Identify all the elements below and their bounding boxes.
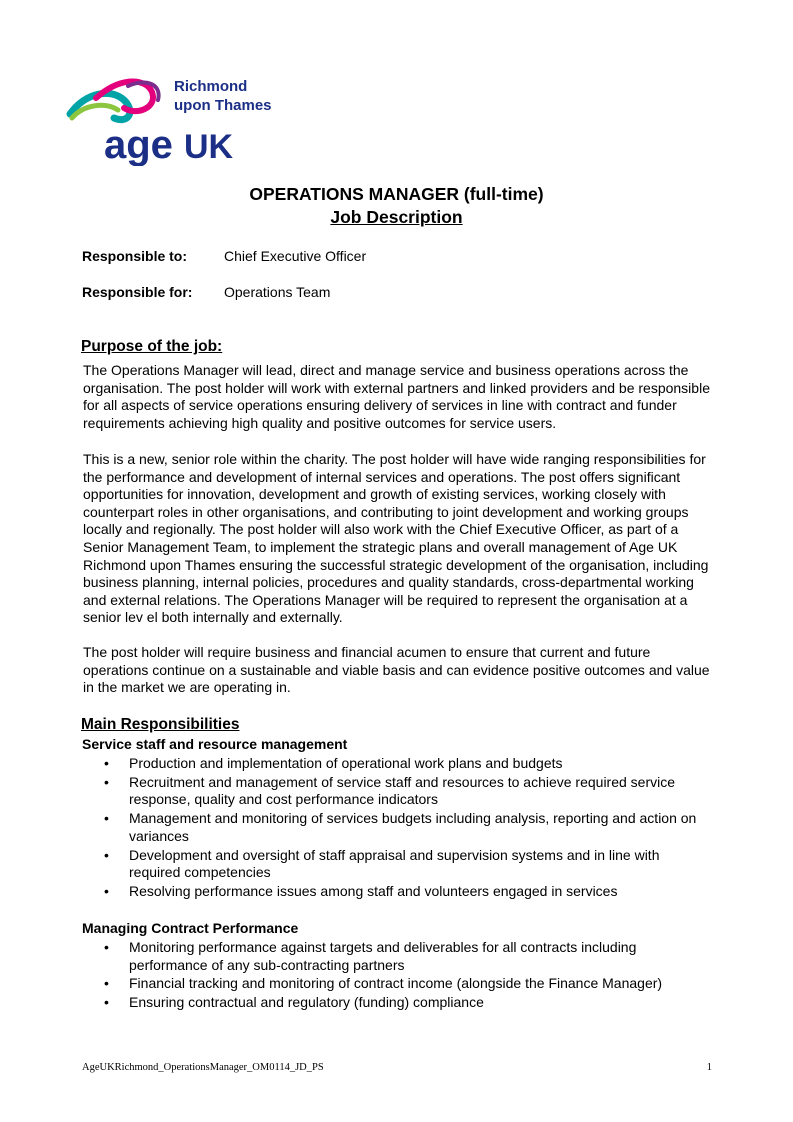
list-item-text: Resolving performance issues among staff and volunteers engaged in services — [129, 882, 618, 899]
section-heading-service-staff: Service staff and resource management — [82, 736, 348, 752]
age-uk-logo — [66, 74, 276, 166]
list-item — [82, 939, 714, 974]
responsible-for-label: Responsible for: — [82, 284, 193, 300]
list-item — [82, 774, 714, 809]
page-number: 1 — [706, 1062, 712, 1073]
purpose-paragraph-2: This is a new, senior role within the charity. The post holder will have wide ranging responsibilities for the performance and development of internal services and operations. The post offers significant opportunities for innovation, development and growth of existing services, working closely with counterpart roles in other organisations, and contributing to joint development and working groups locally and regionally. The post holder will also work with the Chief Executive Officer, as part of a Senior Management Team, to implement the strategic plans and overall management of Age UK Richmond upon Thames ensuring the successful strategic development of the organisation, including business planning, internal policies, procedures and quality standards, cross-departmental working and external relations. The Operations Manager will be required to represent the organisation at a senior lev el both internally and externally. — [83, 451, 709, 626]
list-item-text: Production and implementation of operational work plans and budgets — [129, 755, 563, 771]
responsible-for-row — [82, 284, 330, 300]
list-item-text: Financial tracking and monitoring of contract income (alongside the Finance Manager) — [129, 975, 663, 992]
list-item — [82, 810, 714, 845]
list-item — [82, 755, 714, 773]
bullet: • — [104, 994, 109, 1011]
footer-filename: AgeUKRichmond_OperationsManager_OM0114_JD_PS — [82, 1062, 324, 1073]
list-item — [82, 975, 714, 993]
logo-swirl-graphic — [66, 74, 276, 166]
bullet: • — [104, 975, 109, 992]
bullet: • — [104, 773, 109, 790]
responsible-to-label: Responsible to: — [82, 248, 188, 264]
service-staff-list — [82, 755, 714, 902]
purpose-heading: Purpose of the job: — [81, 338, 223, 355]
bullet: • — [104, 882, 109, 899]
page-footer — [82, 1062, 712, 1073]
contract-performance-list — [82, 939, 714, 1013]
list-item-text: Management and monitoring of services budgets including analysis, reporting and action on variances — [129, 810, 697, 844]
list-item-text: Monitoring performance against targets and deliverables for all contracts including performance of any sub-contracting partners — [129, 939, 637, 973]
bullet: • — [104, 846, 109, 863]
list-item — [82, 883, 714, 901]
list-item — [82, 994, 714, 1012]
responsible-for-value: Operations Team — [224, 284, 331, 300]
purpose-paragraph-1: The Operations Manager will lead, direct and manage service and business operations across the organisation. The post holder will work with external partners and linked providers and be responsible for all aspects of service operations ensuring delivery of services in line with contract and funder requirements achieving high quality and positive outcomes for service users. — [83, 362, 710, 431]
responsible-to-value: Chief Executive Officer — [224, 248, 367, 264]
bullet: • — [104, 755, 109, 771]
list-item-text: Ensuring contractual and regulatory (funding) compliance — [129, 994, 484, 1011]
logo-wordmark-uk: UK — [184, 128, 234, 166]
list-item — [82, 847, 714, 882]
section-heading-contract-performance: Managing Contract Performance — [82, 920, 299, 936]
purpose-paragraph-3: The post holder will require business and financial acumen to ensure that current and future operations continue on a sustainable and viable basis and can evidence positive outcomes and value in the market we are operating in. — [83, 644, 710, 696]
page-title: OPERATIONS MANAGER (full-time) — [249, 184, 544, 204]
list-item-text: Recruitment and management of service staff and resources to achieve required service response, quality and cost performance indicators — [129, 773, 676, 808]
list-item-text: Development and oversight of staff appraisal and supervision systems and in line with required competencies — [129, 846, 660, 881]
main-responsibilities-heading: Main Responsibilities — [81, 716, 240, 733]
bullet: • — [104, 939, 109, 955]
logo-wordmark-age: age — [104, 123, 173, 166]
logo-line1: Richmond — [174, 78, 248, 95]
page-subtitle: Job Description — [330, 207, 463, 227]
bullet: • — [104, 810, 109, 827]
logo-line2: upon Thames — [174, 97, 272, 114]
title-block — [0, 183, 793, 228]
responsible-to-row — [82, 248, 366, 264]
